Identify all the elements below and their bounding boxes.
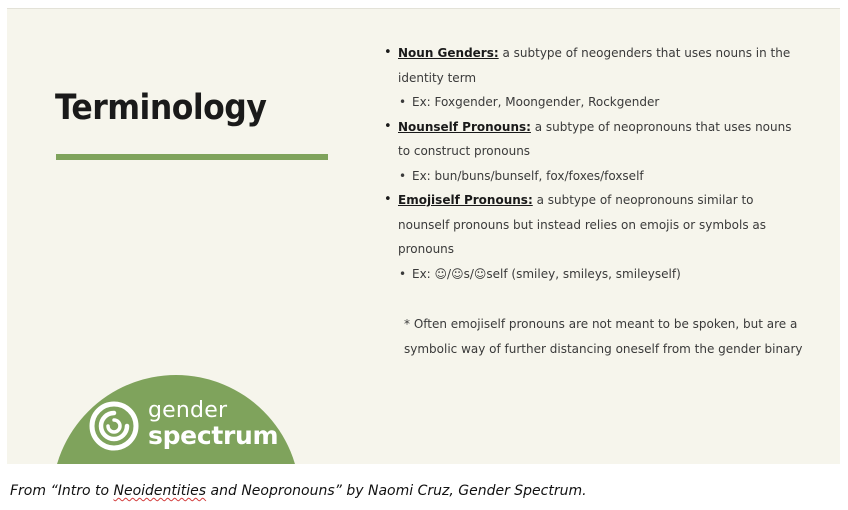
term-definition: a subtype of neopronouns similar to nounself pronouns but instead relies on emojis or symbols as pronouns <box>398 193 767 256</box>
term-definition: a subtype of neopronouns that uses nouns to construct pronouns <box>398 119 792 158</box>
term-label: Noun Genders: <box>398 46 499 60</box>
terminology-list <box>382 41 802 286</box>
example-item: • Ex: ☺/☺s/☺self (smiley, smileys, smileyself) <box>382 262 802 287</box>
term-label: Emojiself Pronouns: <box>398 193 533 207</box>
example-item: • Ex: bun/buns/bunself, fox/foxes/foxself <box>382 164 802 189</box>
presentation-slide <box>7 8 840 464</box>
title-underline-bar <box>56 154 328 160</box>
logo-word-gender: gender <box>148 398 228 423</box>
list-item <box>382 188 802 262</box>
caption-prefix: From “Intro to <box>10 483 114 499</box>
example-item: • Ex: Foxgender, Moongender, Rockgender <box>382 90 802 115</box>
caption-suffix: and Neopronouns” by Naomi Cruz, Gender Spectrum. <box>206 483 587 499</box>
slide-title: Terminology <box>55 88 267 128</box>
list-item <box>382 41 802 90</box>
image-caption <box>10 483 587 499</box>
term-definition: a subtype of neogenders that uses nouns in the identity term <box>398 46 791 85</box>
spellcheck-flagged-word: Neoidentities <box>113 483 207 499</box>
footnote: * Often emojiself pronouns are not meant to be spoken, but are a symbolic way of further distancing oneself from the gender binary <box>404 317 803 356</box>
gender-spectrum-logo-icon <box>88 400 140 452</box>
term-label: Nounself Pronouns: <box>398 119 531 134</box>
logo-word-spectrum: spectrum <box>148 421 279 450</box>
list-item <box>382 115 802 164</box>
logo-wordmark <box>148 400 278 448</box>
